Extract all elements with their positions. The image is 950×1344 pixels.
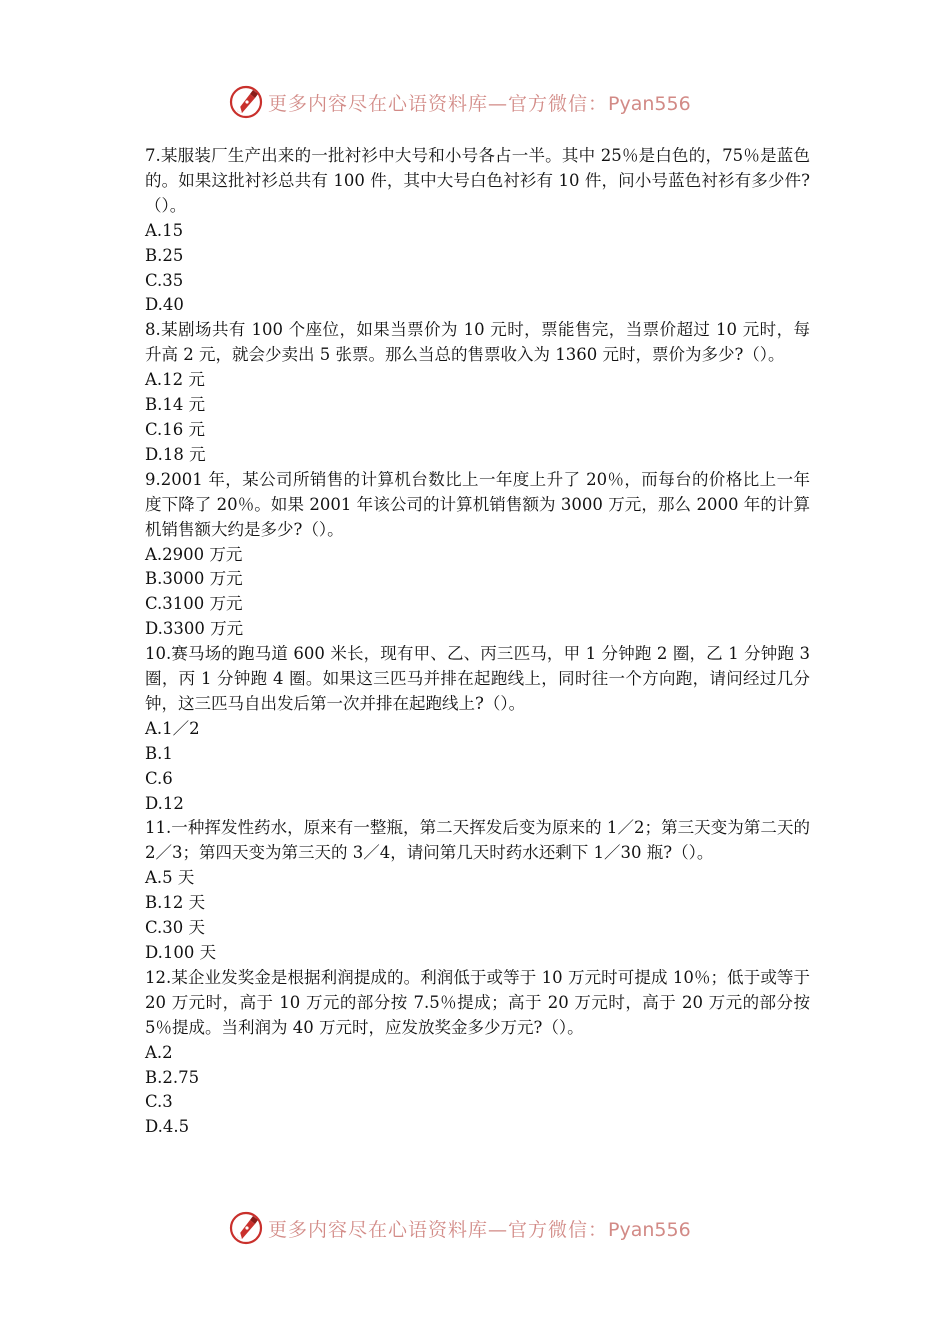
option-d: D.3300 万元 — [145, 619, 244, 639]
brand-slogan: 更多内容尽在心语资料库—官方微信：Pyan556 — [268, 92, 691, 115]
question-11 — [145, 816, 810, 965]
footer-watermark — [0, 1208, 950, 1248]
option-a: A.5 天 — [145, 868, 195, 888]
option-a: A.12 元 — [145, 370, 205, 390]
option-b: B.2.75 — [145, 1067, 200, 1087]
question-text: 9.2001 年，某公司所销售的计算机台数比上一年度上升了 20％，而每台的价格比上一年度下降了 20％。如果 2001 年该公司的计算机销售额为 3000 万元，那么 2000 年的计算机销售额大约是多少?（）。 — [145, 469, 810, 539]
question-text: 7.某服装厂生产出来的一批衬衫中大号和小号各占一半。其中 25％是白色的，75％是蓝色的。如果这批衬衫总共有 100 件，其中大号白色衬衫有 10 件，问小号蓝色衬衫有多少件?（）。 — [145, 146, 810, 215]
option-d: D.12 — [145, 793, 184, 813]
option-c: C.3100 万元 — [145, 594, 243, 614]
question-10 — [145, 642, 810, 816]
question-list — [145, 144, 810, 1140]
option-b: B.25 — [145, 245, 184, 265]
option-b: B.12 天 — [145, 893, 206, 913]
question-text: 10.赛马场的跑马道 600 米长，现有甲、乙、丙三匹马，甲 1 分钟跑 2 圈，乙 1 分钟跑 3 圈，丙 1 分钟跑 4 圈。如果这三匹马并排在起跑线上，同时往一个方向跑，请问经过几分钟，这三匹马自出发后第一次并排在起跑线上?（）。 — [145, 644, 810, 713]
brand-wechat-id: Pyan556 — [608, 1218, 691, 1241]
option-d: D.4.5 — [145, 1117, 190, 1137]
option-b: B.3000 万元 — [145, 569, 243, 589]
question-12 — [145, 966, 810, 1140]
option-b: B.14 元 — [145, 395, 206, 415]
option-c: C.16 元 — [145, 419, 206, 439]
option-d: D.18 元 — [145, 444, 206, 464]
header-watermark — [0, 82, 950, 122]
option-a: A.1／2 — [145, 718, 200, 738]
option-a: A.2900 万元 — [145, 544, 243, 564]
pen-nib-logo-icon — [228, 1210, 264, 1246]
option-a: A.2 — [145, 1042, 173, 1062]
question-9 — [145, 468, 810, 642]
question-text: 12.某企业发奖金是根据利润提成的。利润低于或等于 10 万元时可提成 10％；低于或等于 20 万元时，高于 10 万元的部分按 7.5％提成；高于 20 万元时，高于 20 万元的部分按 5％提成。当利润为 40 万元时，应发放奖金多少万元?（）。 — [145, 967, 810, 1037]
option-b: B.1 — [145, 743, 173, 763]
question-8 — [145, 318, 810, 467]
question-7 — [145, 144, 810, 318]
brand-slogan: 更多内容尽在心语资料库—官方微信：Pyan556 — [268, 1218, 691, 1241]
brand-wechat-id: Pyan556 — [608, 92, 691, 115]
option-c: C.30 天 — [145, 918, 206, 938]
option-c: C.35 — [145, 270, 184, 290]
option-a: A.15 — [145, 220, 184, 240]
option-c: C.3 — [145, 1092, 173, 1112]
pen-nib-logo-icon — [228, 84, 264, 120]
option-d: D.100 天 — [145, 943, 217, 962]
question-text: 8.某剧场共有 100 个座位，如果当票价为 10 元时，票能售完，当票价超过 10 元时，每升高 2 元，就会少卖出 5 张票。那么当总的售票收入为 1360 元时，票价为多少?（）。 — [145, 320, 810, 365]
option-d: D.40 — [145, 295, 184, 315]
question-text: 11.一种挥发性药水，原来有一整瓶，第二天挥发后变为原来的 1／2；第三天变为第二天的 2／3；第四天变为第三天的 3／4，请问第几天时药水还剩下 1／30 瓶?（）。 — [145, 818, 810, 863]
option-c: C.6 — [145, 768, 173, 788]
